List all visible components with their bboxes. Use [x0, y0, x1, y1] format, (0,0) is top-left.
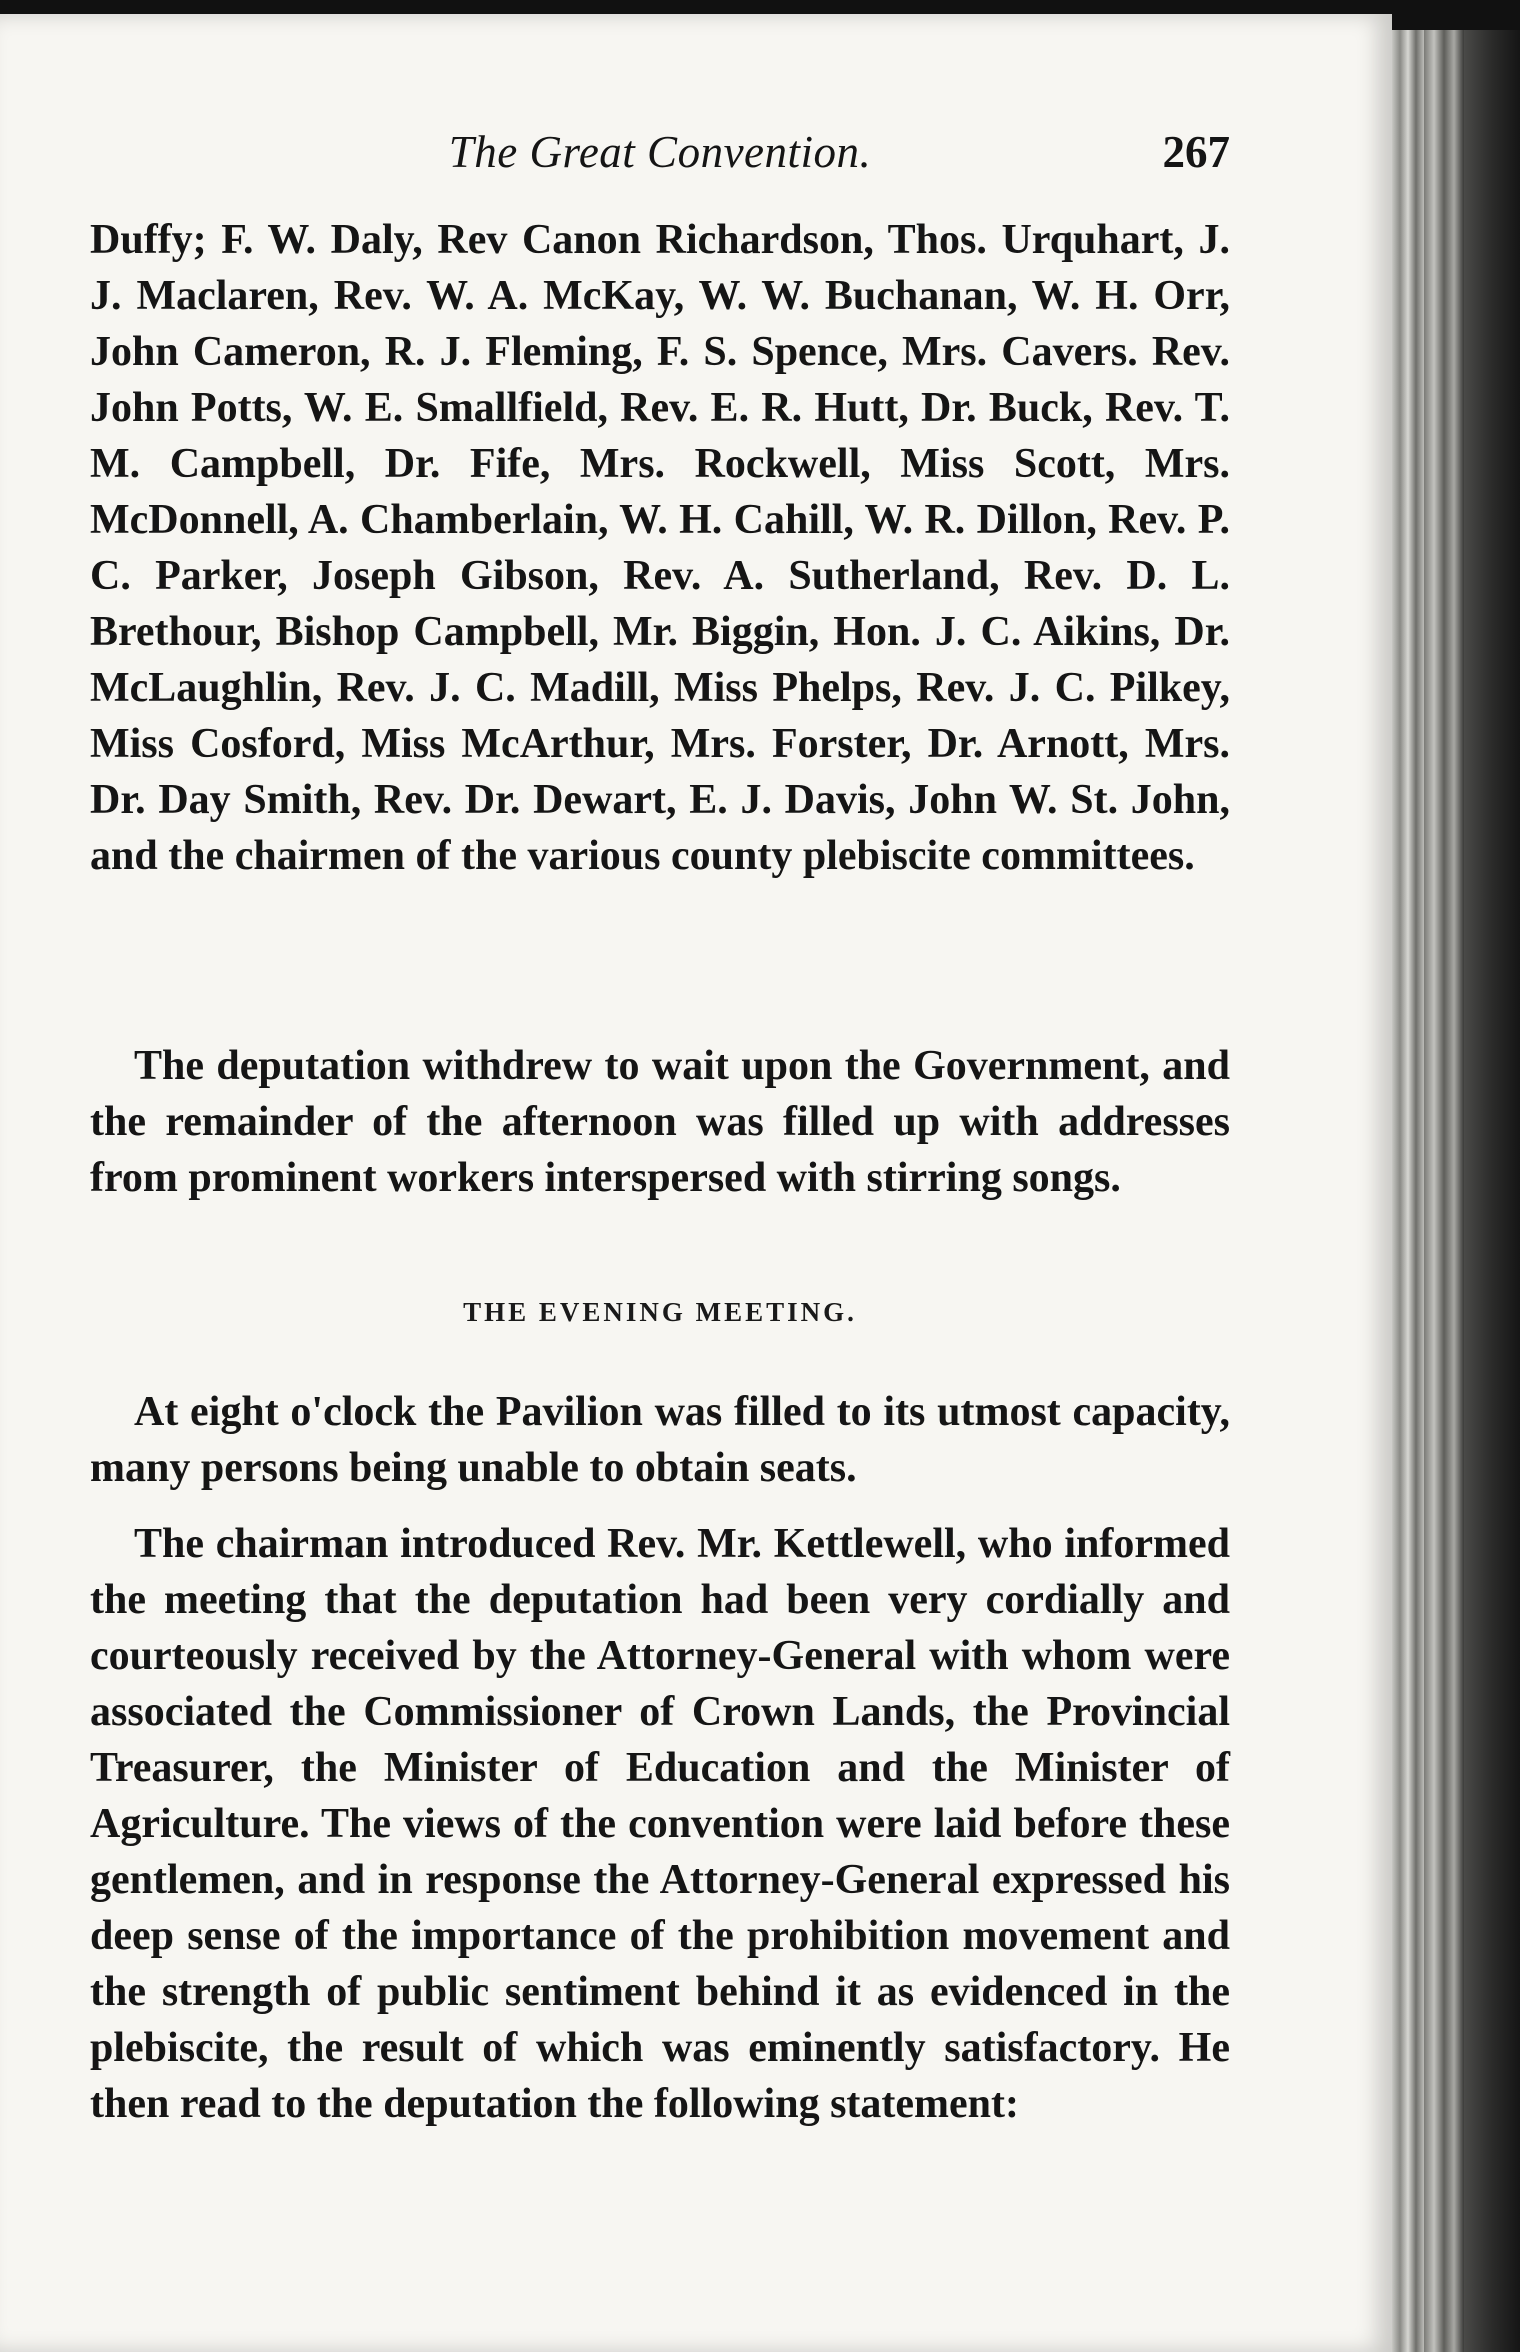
- paragraph-deputation-withdrew: The deputation withdrew to wait upon the Government, and the remainder of the afternoon was filled up with addresses from prominent workers interspersed with stirring songs.: [90, 1043, 1230, 1201]
- paragraph-deputation-names: Duffy; F. W. Daly, Rev Canon Richardson, Thos. Urquhart, J. J. Maclaren, Rev. W. A. McKay, W. W. Buchanan, W. H. Orr, John Cameron, R. J. Fleming, F. S. Spence, Mrs. Cavers. Rev. John Potts, W. E. Smallfield, Rev. E. R. Hutt, Dr. Buck, Rev. T. M. Campbell, Dr. Fife, Mrs. Rockwell, Miss Scott, Mrs. McDonnell, A. Chamberlain, W. H. Cahill, W. R. Dillon, Rev. P. C. Parker, Joseph Gibson, Rev. A. Sutherland, Rev. D. L. Brethour, Bishop Campbell, Mr. Biggin, Hon. J. C. Aikins, Dr. McLaughlin, Rev. J. C. Madill, Miss Phelps, Rev. J. C. Pilkey, Miss Cosford, Miss McArthur, Mrs. Forster, Dr. Arnott, Mrs. Dr. Day Smith, Rev. Dr. Dewart, E. J. Davis, John W. St. John, and the chairmen of the various county plebiscite committees.: [90, 217, 1230, 879]
- paragraph-kettlewell-report: The chairman introduced Rev. Mr. Kettlewell, who informed the meeting that the deputation had been very cordially and courteously received by the Attorney-General with whom were associated the Commissioner of Crown Lands, the Provincial Treasurer, the Minister of Education and the Minister of Agriculture. The views of the convention were laid before these gentlemen, and in response the Attorney-General expressed his deep sense of the importance of the prohibition movement and the strength of public sentiment behind it as evidenced in the plebiscite, the result of which was eminently satisfactory. He then read to the deputation the following statement:: [90, 1521, 1230, 2127]
- running-title: The Great Convention.: [448, 127, 872, 177]
- paragraph-pavilion-capacity: At eight o'clock the Pavilion was filled to its utmost capacity, many persons being unable to obtain seats.: [90, 1389, 1230, 1491]
- book-spine-shadow: [1464, 30, 1520, 2352]
- page-edge-strip: [1392, 30, 1424, 2352]
- page-number: 267: [1162, 127, 1230, 177]
- book-page: [0, 14, 1392, 2352]
- page-edge-strip: [1424, 30, 1464, 2352]
- section-heading-evening-meeting: THE EVENING MEETING.: [463, 1297, 857, 1327]
- running-header: [90, 126, 1230, 186]
